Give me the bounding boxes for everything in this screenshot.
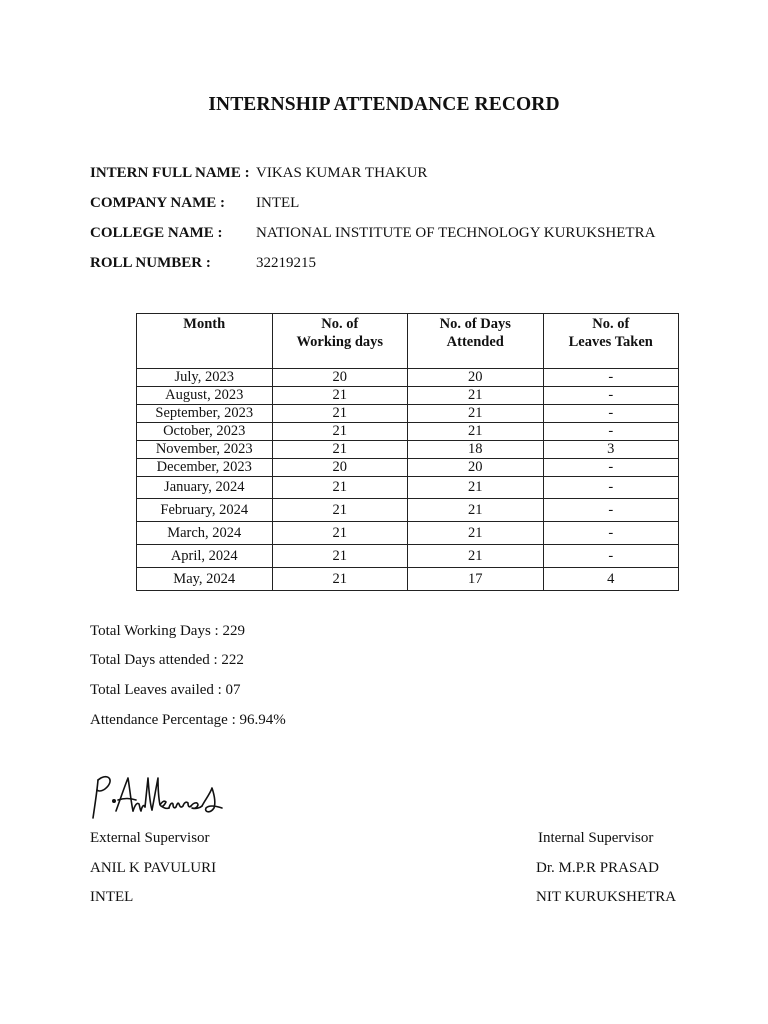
leaves-taken-cell: - [543, 499, 679, 522]
table-row [137, 387, 679, 405]
month-cell: October, 2023 [137, 423, 273, 441]
table-row [137, 499, 679, 522]
days-attended-cell: 21 [408, 522, 544, 545]
table-header-row [137, 314, 679, 369]
leaves-taken-cell: - [543, 423, 679, 441]
month-cell: July, 2023 [137, 369, 273, 387]
roll-number-value: 32219215 [256, 255, 316, 271]
internal-supervisor-title: Internal Supervisor [538, 830, 654, 846]
working-days-cell: 21 [272, 568, 408, 591]
month-cell: March, 2024 [137, 522, 273, 545]
document-title: INTERNSHIP ATTENDANCE RECORD [208, 94, 560, 115]
month-cell: September, 2023 [137, 405, 273, 423]
days-attended-cell: 21 [408, 499, 544, 522]
table-row [137, 477, 679, 499]
working-days-cell: 20 [272, 459, 408, 477]
working-days-cell: 21 [272, 423, 408, 441]
company-name-value: INTEL [256, 195, 300, 211]
working-days-cell: 20 [272, 369, 408, 387]
intern-name-label: INTERN FULL NAME : [90, 165, 250, 181]
attendance-percentage: Attendance Percentage : 96.94% [90, 712, 286, 728]
leaves-taken-cell: 4 [543, 568, 679, 591]
month-cell: November, 2023 [137, 441, 273, 459]
external-supervisor-name: ANIL K PAVULURI [90, 860, 217, 876]
leaves-taken-cell: - [543, 405, 679, 423]
working-days-cell: 21 [272, 499, 408, 522]
total-leaves-availed: Total Leaves availed : 07 [90, 682, 241, 698]
working-days-cell: 21 [272, 441, 408, 459]
working-days-cell: 21 [272, 387, 408, 405]
days-attended-cell: 21 [408, 405, 544, 423]
days-attended-cell: 20 [408, 459, 544, 477]
month-cell: December, 2023 [137, 459, 273, 477]
working-days-cell: 21 [272, 405, 408, 423]
days-attended-cell: 21 [408, 477, 544, 499]
leaves-taken-cell: - [543, 369, 679, 387]
leaves-taken-cell: 3 [543, 441, 679, 459]
working-days-cell: 21 [272, 477, 408, 499]
table-row [137, 369, 679, 387]
month-cell: April, 2024 [137, 545, 273, 568]
days-attended-cell: 18 [408, 441, 544, 459]
leaves-taken-cell: - [543, 545, 679, 568]
table-row [137, 459, 679, 477]
days-attended-cell: 21 [408, 387, 544, 405]
leaves-taken-cell: - [543, 387, 679, 405]
total-days-attended: Total Days attended : 222 [90, 652, 244, 668]
table-body [137, 369, 679, 591]
working-days-cell: 21 [272, 545, 408, 568]
month-cell: February, 2024 [137, 499, 273, 522]
days-attended-cell: 20 [408, 369, 544, 387]
external-supervisor-title: External Supervisor [90, 830, 210, 846]
attendance-table [136, 313, 679, 591]
external-supervisor-org: INTEL [90, 889, 134, 905]
intern-name-value: VIKAS KUMAR THAKUR [256, 165, 428, 181]
header-working-days: No. of Working days [272, 314, 408, 369]
college-name-value: NATIONAL INSTITUTE OF TECHNOLOGY KURUKSHETRA [256, 225, 656, 241]
handwritten-signature [90, 764, 230, 824]
leaves-taken-cell: - [543, 522, 679, 545]
header-days-attended: No. of Days Attended [408, 314, 544, 369]
total-working-days: Total Working Days : 229 [90, 623, 245, 639]
days-attended-cell: 17 [408, 568, 544, 591]
table-row [137, 405, 679, 423]
table-row [137, 568, 679, 591]
header-month: Month [137, 314, 273, 369]
days-attended-cell: 21 [408, 545, 544, 568]
leaves-taken-cell: - [543, 459, 679, 477]
table-row [137, 441, 679, 459]
college-name-label: COLLEGE NAME : [90, 225, 223, 241]
roll-number-label: ROLL NUMBER : [90, 255, 211, 271]
table-row [137, 522, 679, 545]
days-attended-cell: 21 [408, 423, 544, 441]
table-row [137, 423, 679, 441]
month-cell: August, 2023 [137, 387, 273, 405]
internal-supervisor-name: Dr. M.P.R PRASAD [536, 860, 659, 876]
table-row [137, 545, 679, 568]
internal-supervisor-org: NIT KURUKSHETRA [536, 889, 677, 905]
header-leaves-taken: No. of Leaves Taken [543, 314, 679, 369]
month-cell: January, 2024 [137, 477, 273, 499]
leaves-taken-cell: - [543, 477, 679, 499]
working-days-cell: 21 [272, 522, 408, 545]
month-cell: May, 2024 [137, 568, 273, 591]
company-name-label: COMPANY NAME : [90, 195, 225, 211]
